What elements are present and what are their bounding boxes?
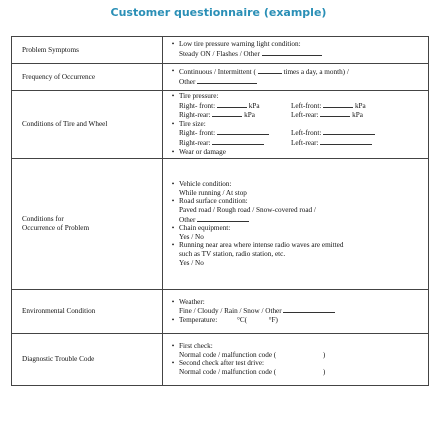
first-check-value: Normal code / malfunction code ( <box>179 350 277 359</box>
bullet-icon: • <box>171 119 175 128</box>
unit-label: kPa <box>354 101 366 110</box>
blank-line[interactable] <box>197 215 249 222</box>
label-environment: Environmental Condition <box>12 290 163 334</box>
label-occurrence <box>12 159 163 290</box>
questionnaire-table <box>11 36 429 386</box>
content-occurrence <box>163 159 429 290</box>
content-problem-symptoms <box>163 37 429 64</box>
row-dtc <box>12 334 429 386</box>
chain-head: Chain equipment: <box>179 224 231 233</box>
road-other: Other <box>179 215 196 224</box>
bullet-icon: • <box>171 341 175 350</box>
blank-line[interactable] <box>217 128 269 135</box>
frequency-text: Continuous / Intermittent ( <box>179 67 256 76</box>
symptom-value: Steady ON / Flashes / Other <box>179 50 260 58</box>
right-rear-label: Right-rear: <box>179 111 211 120</box>
tire-size-head: Tire size: <box>179 119 206 128</box>
content-dtc <box>163 334 429 386</box>
temperature-c: °C( <box>236 315 248 324</box>
vehicle-value: While running / At stop <box>179 188 247 197</box>
radio-value: Yes / No <box>179 258 204 267</box>
road-head: Road surface condition: <box>179 197 248 206</box>
bullet-icon: • <box>171 241 175 250</box>
row-environment <box>12 290 429 334</box>
label-problem-symptoms: Problem Symptoms <box>12 37 163 64</box>
right-front-label: Right- front: <box>179 101 216 110</box>
second-check-value: Normal code / malfunction code ( <box>179 367 277 376</box>
bullet-icon: • <box>171 92 175 100</box>
blank-line[interactable] <box>323 101 353 108</box>
blank-line[interactable] <box>320 138 372 145</box>
blank-line[interactable] <box>283 306 335 313</box>
bullet-icon: • <box>171 40 175 49</box>
left-front-label: Left-front: <box>291 101 322 110</box>
row-tire-wheel <box>12 91 429 159</box>
bullet-icon: • <box>171 224 175 233</box>
blank-line[interactable] <box>217 101 247 108</box>
first-check-head: First check: <box>179 341 213 350</box>
blank-line[interactable] <box>323 128 375 135</box>
size-left-front-label: Left-front: <box>291 129 322 138</box>
unit-label: kPa <box>352 111 363 120</box>
row-occurrence <box>12 159 429 290</box>
chain-value: Yes / No <box>179 232 204 241</box>
bullet-icon: • <box>171 197 175 206</box>
size-right-front-label: Right- front: <box>179 129 216 138</box>
label-occurrence-line1: Conditions for <box>22 215 64 224</box>
bullet-icon: • <box>171 66 175 75</box>
wear-damage-text: Wear or damage <box>179 147 226 156</box>
weather-head: Weather: <box>179 297 205 306</box>
content-frequency <box>163 64 429 91</box>
size-right-rear-label: Right-rear: <box>179 138 211 147</box>
blank-line[interactable] <box>212 110 242 117</box>
radio-cont: such as TV station, radio station, etc. <box>179 249 286 258</box>
bullet-icon: • <box>171 359 175 368</box>
row-frequency <box>12 64 429 91</box>
content-environment <box>163 290 429 334</box>
content-tire-wheel <box>163 91 429 159</box>
blank-line[interactable] <box>197 77 257 84</box>
bullet-icon: • <box>171 180 175 189</box>
temperature-f: °F) <box>268 315 278 324</box>
page-title: Customer questionnaire (example) <box>110 6 327 19</box>
unit-label: kPa <box>244 111 255 120</box>
bullet-icon: • <box>171 147 175 156</box>
road-value: Paved road / Rough road / Snow-covered road / <box>179 205 316 214</box>
label-tire-wheel: Conditions of Tire and Wheel <box>12 91 163 159</box>
blank-line[interactable] <box>262 49 322 56</box>
row-problem-symptoms <box>12 37 429 64</box>
label-frequency: Frequency of Occurrence <box>12 64 163 91</box>
tire-pressure-head: Tire pressure: <box>179 92 219 100</box>
bullet-icon: • <box>171 297 175 306</box>
symptom-head: Low tire pressure warning light condition: <box>179 40 301 49</box>
blank-line[interactable] <box>258 67 282 74</box>
second-check-head: Second check after test drive: <box>179 359 265 368</box>
vehicle-head: Vehicle condition: <box>179 180 232 189</box>
blank-line[interactable] <box>320 110 350 117</box>
radio-head: Running near area where intense radio waves are emitted <box>179 241 344 250</box>
frequency-other: Other <box>179 77 196 86</box>
first-check-close: ) <box>322 350 326 359</box>
label-dtc: Diagnostic Trouble Code <box>12 334 163 386</box>
size-left-rear-label: Left-rear: <box>291 138 319 147</box>
temperature-label: Temperature: <box>179 315 218 324</box>
weather-value: Fine / Cloudy / Rain / Snow / Other <box>179 307 282 316</box>
label-occurrence-line2: Occurrence of Problem <box>22 224 90 233</box>
left-rear-label: Left-rear: <box>291 111 319 120</box>
blank-line[interactable] <box>212 138 264 145</box>
frequency-text2: times a day, a month) / <box>283 67 349 76</box>
second-check-close: ) <box>322 367 326 376</box>
bullet-icon: • <box>171 315 175 324</box>
unit-label: kPa <box>248 101 260 110</box>
